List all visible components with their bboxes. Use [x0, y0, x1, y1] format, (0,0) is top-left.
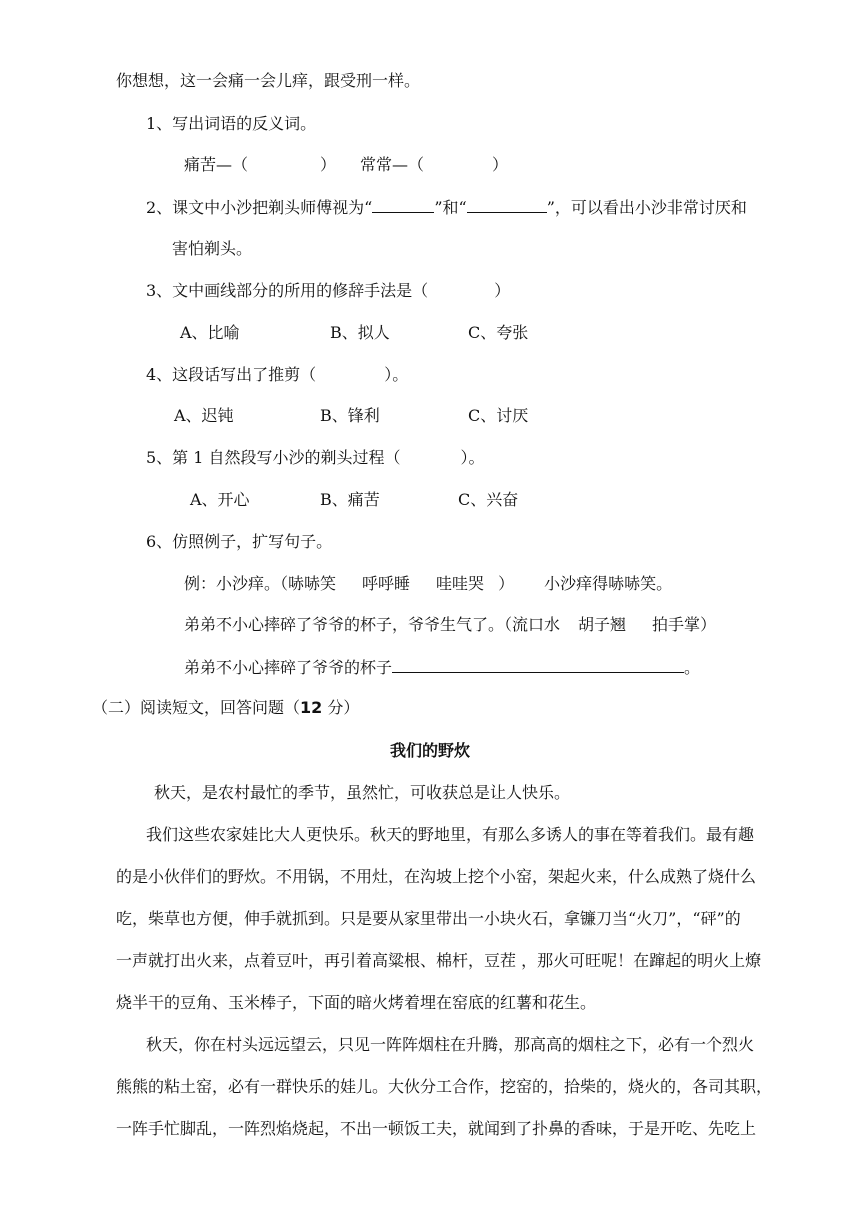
passage-p3-line: 一阵手忙脚乱，一阵烈焰烧起，不出一顿饭工夫，就闻到了扑鼻的香味，于是开吃、先吃上 — [116, 1119, 757, 1138]
q6-example-answer: 小沙痒得哧哧笑。 — [544, 574, 673, 593]
q6-task-text: 弟弟不小心摔碎了爷爷的杯子，爷爷生气了。（ — [184, 615, 513, 634]
q3-text-before: 3、文中画线部分的所用的修辞手法是（ — [146, 281, 429, 300]
question-6-stem: 6、仿照例子，扩写句子。 — [146, 532, 333, 551]
q1-word-b: 常常—（ — [360, 155, 425, 174]
passage-p3-line: 秋天，你在村头远远望云，只见一阵阵烟柱在升腾，那高高的烟柱之下，必有一个烈火 — [146, 1035, 755, 1054]
q5-text-before: 5、第 1 自然段写小沙的剃头过程（ — [146, 448, 401, 467]
q4-option-a: A、迟钝 — [174, 406, 234, 425]
q4-option-c: C、讨厌 — [468, 406, 529, 425]
q1-word-a: 痛苦—（ — [184, 155, 249, 174]
q1-close-a: ） — [320, 155, 337, 174]
q4-text-after: ）。 — [384, 365, 409, 384]
passage-paragraph-1: 秋天，是农村最忙的季节，虽然忙，可收获总是让人快乐。 — [154, 783, 571, 802]
q6-example-close: ） — [498, 574, 515, 593]
q6-answer-suffix: 。 — [684, 658, 701, 677]
q6-task-word: 胡子翘 — [578, 615, 627, 634]
q6-example-line — [184, 573, 672, 595]
question-2-stem — [146, 196, 747, 219]
q6-answer-blank[interactable] — [392, 656, 684, 673]
q5-option-b: B、痛苦 — [320, 490, 380, 509]
q6-example-word: 哧哧笑 — [288, 574, 337, 593]
question-5-stem — [146, 447, 485, 469]
question-4-stem — [146, 364, 408, 386]
q2-blank-1[interactable] — [372, 196, 434, 213]
section-2-heading — [92, 697, 359, 719]
q2-text-after: ”，可以看出小沙非常讨厌和 — [546, 198, 747, 217]
q6-task-close: ） — [700, 615, 717, 634]
question-1-stem: 1、写出词语的反义词。 — [146, 114, 317, 133]
q3-option-b: B、拟人 — [330, 323, 390, 342]
passage-p2-line: 一声就打出火来，点着豆叶，再引着高粱根、棉杆，豆茬 ，那火可旺呢！在蹿起的明火上燎 — [116, 951, 762, 970]
q5-option-c: C、兴奋 — [458, 490, 519, 509]
q6-answer-prefix: 弟弟不小心摔碎了爷爷的杯子 — [184, 658, 393, 677]
intro-line: 你想想，这一会痛一会儿痒，跟受刑一样。 — [116, 71, 421, 90]
q6-example-word: 哇哇哭 — [436, 574, 485, 593]
q2-blank-2[interactable] — [467, 196, 547, 213]
passage-p2-line: 的是小伙伴们的野炊。不用锅，不用灶，在沟坡上挖个小窑，架起火来，什么成熟了烧什么 — [116, 867, 757, 886]
section-2-heading-text: （二）阅读短文，回答问题（ — [92, 698, 301, 717]
q2-text-mid: ”和“ — [434, 198, 467, 217]
passage-p2-line: 烧半干的豆角、玉米棒子，下面的暗火烤着埋在窑底的红薯和花生。 — [116, 993, 597, 1012]
q5-text-after: ）。 — [460, 448, 485, 467]
q3-text-after: ） — [494, 281, 511, 300]
passage-title: 我们的野炊 — [389, 741, 470, 760]
question-2-continuation: 害怕剃头。 — [172, 239, 253, 258]
q6-task-sentence — [184, 614, 716, 636]
q3-option-a: A、比喻 — [180, 323, 240, 342]
q2-text-before: 2、课文中小沙把剃头师傅视为“ — [146, 198, 373, 217]
q6-example-label: 例：小沙痒。（ — [184, 574, 289, 593]
q6-answer-line — [184, 656, 700, 679]
q6-task-word: 流口水 — [512, 615, 561, 634]
question-3-stem — [146, 280, 510, 302]
q4-text-before: 4、这段话写出了推剪（ — [146, 365, 317, 384]
passage-p2-line: 我们这些农家娃比大人更快乐。秋天的野地里，有那么多诱人的事在等着我们。最有趣 — [146, 825, 755, 844]
q4-option-b: B、锋利 — [320, 406, 380, 425]
q5-option-a: A、开心 — [190, 490, 250, 509]
question-1-answers — [184, 154, 508, 176]
section-2-points: 12 — [300, 698, 323, 717]
q1-close-b: ） — [492, 155, 509, 174]
passage-p2-line: 吃，柴草也方便，伸手就抓到。只是要从家里带出一小块火石，拿镰刀当“火刀”，“砰”的 — [116, 909, 741, 928]
section-2-heading-tail: 分） — [322, 698, 360, 717]
passage-p3-line: 熊熊的粘土窑，必有一群快乐的娃儿。大伙分工合作，挖窑的，拾柴的，烧火的，各司其职， — [116, 1077, 773, 1096]
q6-example-word: 呼呼睡 — [362, 574, 411, 593]
q3-option-c: C、夸张 — [468, 323, 529, 342]
q6-task-word: 拍手掌 — [652, 615, 701, 634]
